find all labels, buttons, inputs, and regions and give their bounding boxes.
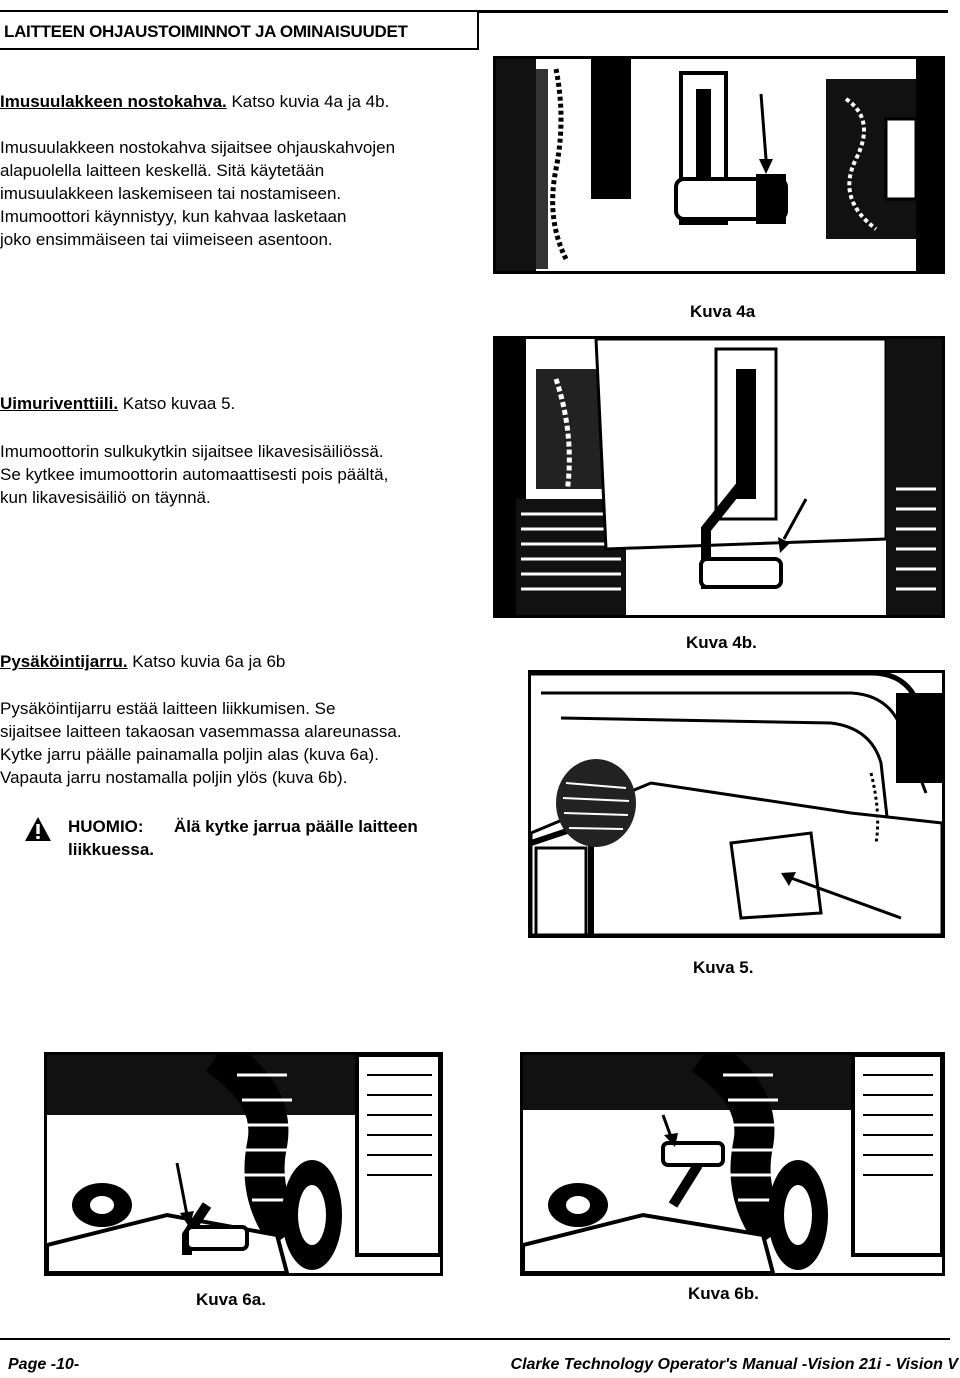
- photo-fig5: [528, 670, 945, 938]
- warning-text: Älä kytke jarrua päälle laitteen: [174, 817, 418, 836]
- section3-ref: Katso kuvia 6a ja 6b: [127, 652, 286, 671]
- warning-text-cont: liikkuessa.: [68, 840, 155, 859]
- section3-line: sijaitsee laitteen takaosan vasemmassa alareunassa.: [0, 722, 402, 741]
- section2-line: kun likavesisäiliö on täynnä.: [0, 488, 211, 507]
- section1-line: joko ensimmäiseen tai viimeiseen asentoon.: [0, 230, 333, 249]
- footer-page-number: Page -10-: [8, 1356, 80, 1373]
- section3-line: Vapauta jarru nostamalla poljin ylös (kuva 6b).: [0, 768, 348, 787]
- section3-heading-line: [0, 650, 285, 673]
- section1-line: Imusuulakkeen nostokahva sijaitsee ohjauskahvojen: [0, 138, 396, 157]
- section1-line: Imumoottori käynnistyy, kun kahvaa lasketaan: [0, 207, 347, 226]
- photo-fig4b: [493, 336, 945, 618]
- caption-fig4a: Kuva 4a: [690, 302, 756, 321]
- section2-line: Imumoottorin sulkukytkin sijaitsee likavesisäiliössä.: [0, 442, 384, 461]
- caption-fig4b: Kuva 4b.: [686, 633, 757, 652]
- footer-rule: [0, 1338, 950, 1340]
- footer-manual-title: Clarke Technology Operator's Manual -Vision 21i - Vision V: [510, 1356, 958, 1373]
- section2-heading-line: [0, 392, 235, 415]
- section2-line: Se kytkee imumoottorin automaattisesti pois päältä,: [0, 465, 389, 484]
- section3-line: Pysäköintijarru estää laitteen liikkumisen. Se: [0, 699, 336, 718]
- section1-line: alapuolella laitteen keskellä. Sitä käytetään: [0, 161, 325, 180]
- caption-fig6a: Kuva 6a.: [196, 1290, 266, 1309]
- section1-line: imusuulakkeen laskemiseen tai nostamiseen.: [0, 184, 342, 203]
- photo-fig4a: [493, 56, 945, 274]
- section3-heading: Pysäköintijarru.: [0, 652, 128, 671]
- section3-line: Kytke jarru päälle painamalla poljin alas (kuva 6a).: [0, 745, 379, 764]
- caption-fig6b: Kuva 6b.: [688, 1284, 759, 1303]
- section1-heading-line: [0, 90, 389, 113]
- header-rule: [478, 10, 948, 13]
- caption-fig5: Kuva 5.: [693, 958, 754, 977]
- section-title: LAITTEEN OHJAUSTOIMINNOT JA OMINAISUUDET: [0, 10, 479, 50]
- photo-fig6a: [44, 1052, 443, 1276]
- section2-heading: Uimuriventtiili.: [0, 394, 119, 413]
- warning-triangle-icon: [24, 816, 52, 842]
- warning-label: HUOMIO:: [68, 817, 144, 836]
- photo-fig6b: [520, 1052, 945, 1276]
- section1-ref: Katso kuvia 4a ja 4b.: [226, 92, 390, 111]
- section2-ref: Katso kuvaa 5.: [118, 394, 236, 413]
- section1-heading: Imusuulakkeen nostokahva.: [0, 92, 227, 111]
